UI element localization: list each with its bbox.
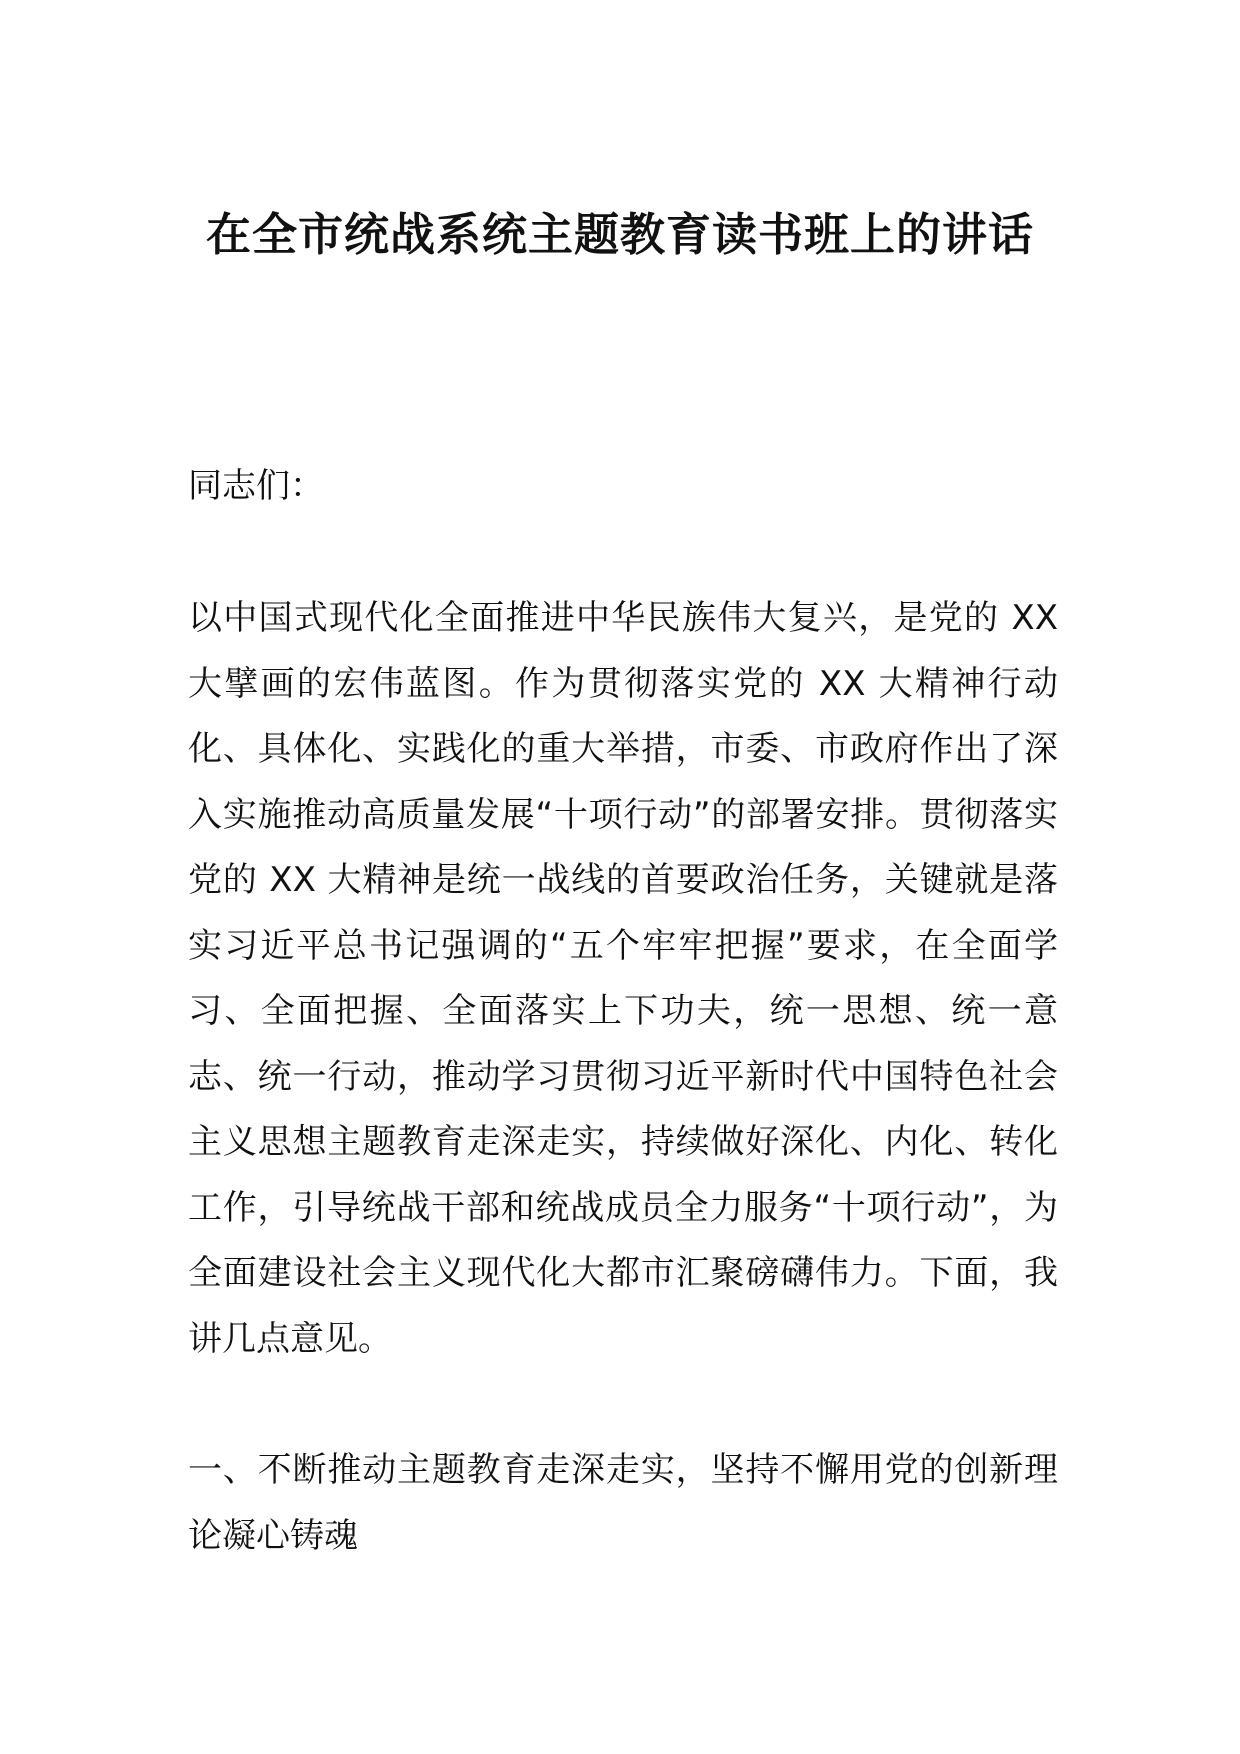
document-title: 在全市统战系统主题教育读书班上的讲话 xyxy=(205,208,1034,261)
section-heading: 一、不断推动主题教育走深走实，坚持不懈用党的创新理论凝心铸魂 xyxy=(188,1450,1058,1556)
body-paragraph: 以中国式现代化全面推进中华民族伟大复兴，是党的 XX 大擘画的宏伟蓝图。作为贯彻落实党的 XX 大精神行动化、具体化、实践化的重大举措，市委、市政府作出了深入实施推动高质量发展“十项行动”的部署安排。贯彻落实党的 XX 大精神是统一战线的首要政治任务，关键就是落实习近平总书记强调的“五个牢牢把握”要求，在全面学习、全面把握、全面落实上下功夫，统一思想、统一意志、统一行动，推动学习贯彻习近平新时代中国特色社会主义思想主题教育走深走实，持续做好深化、内化、转化工作，引导统战干部和统战成员全力服务“十项行动”，为全面建设社会主义现代化大都市汇聚磅礴伟力。下面，我讲几点意见。 xyxy=(188,598,1058,1359)
salutation: 同志们： xyxy=(188,466,324,506)
